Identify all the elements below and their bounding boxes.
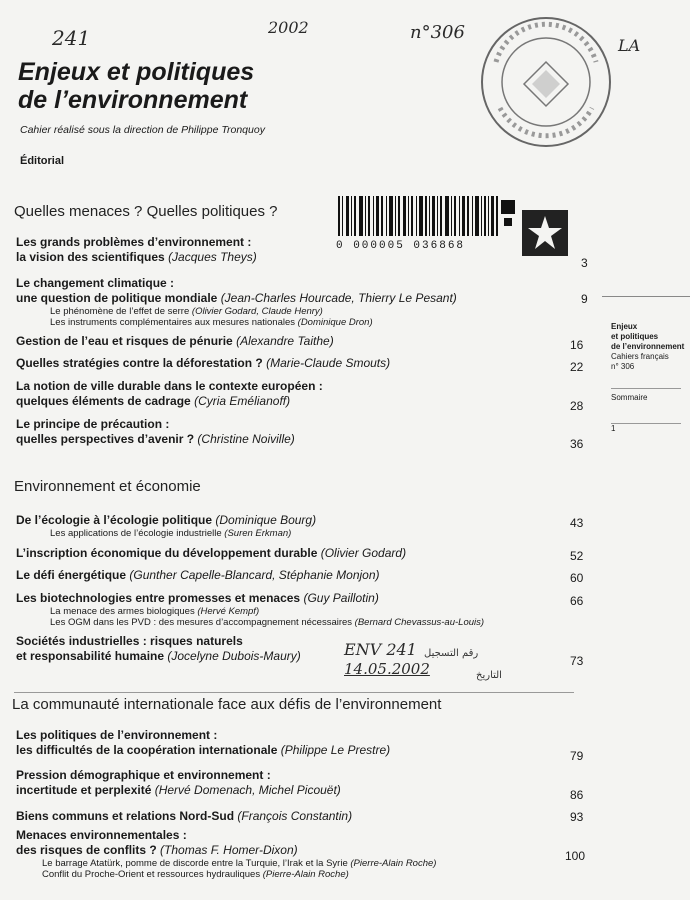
- sub-entry: [16, 606, 586, 617]
- sidebar-line-7: 1: [611, 424, 616, 433]
- sub-entry-text: Le phénomène de l’effet de serre: [50, 306, 190, 317]
- handwritten-code: LA: [618, 36, 641, 55]
- entry-author: (Cyria Emélianoff): [194, 394, 291, 408]
- toc-entry: [16, 513, 586, 539]
- section-heading: Quelles menaces ? Quelles politiques ?: [14, 203, 278, 220]
- toc-entry: [16, 379, 586, 409]
- sub-entry-author: (Pierre-Alain Roche): [350, 858, 437, 869]
- entry-title: quelques éléments de cadrage: [16, 394, 191, 408]
- toc-entry: [16, 356, 586, 371]
- entry-author: (Thomas F. Homer-Dixon): [160, 843, 298, 857]
- toc-entry: [16, 568, 586, 583]
- sidebar-line-5: n° 306: [611, 362, 635, 371]
- sub-entry-text: Le barrage Atatürk, pomme de discorde entre la Turquie, l’Irak et la Syrie: [42, 858, 348, 869]
- entry-title: Les politiques de l’environnement :: [16, 728, 218, 742]
- entry-title: quelles perspectives d’avenir ?: [16, 432, 195, 446]
- entry-author: (Christine Noiville): [197, 432, 295, 446]
- entry-title: Le principe de précaution :: [16, 417, 170, 431]
- entry-title: Biens communs et relations Nord-Sud: [16, 809, 235, 823]
- entry-title: Quelles stratégies contre la déforestation ?: [16, 356, 263, 370]
- register-value: ENV 241: [344, 640, 417, 659]
- subtitle: Cahier réalisé sous la direction de Philippe Tronquoy: [20, 124, 265, 136]
- toc-entry: [16, 417, 586, 447]
- sub-entry: [16, 617, 586, 628]
- sidebar-line-6: Sommaire: [611, 393, 648, 402]
- entry-author: (Jocelyne Dubois-Maury): [167, 649, 301, 663]
- register-label: رقم التسجيل: [424, 648, 479, 659]
- toc-entry: [16, 809, 586, 824]
- handwritten-number: 241: [52, 26, 91, 50]
- sub-entry-text: Les applications de l’écologie industrielle: [50, 528, 222, 539]
- entry-title: Le changement climatique :: [16, 276, 175, 290]
- entry-author: (Alexandre Taithe): [236, 334, 334, 348]
- sub-entry: [16, 306, 586, 317]
- entry-title: La notion de ville durable dans le contexte européen :: [16, 379, 323, 393]
- entry-title: Gestion de l’eau et risques de pénurie: [16, 334, 233, 348]
- handwritten-year: 2002: [268, 18, 309, 37]
- page-number: 86: [570, 788, 584, 802]
- sidebar-divider: [611, 403, 681, 424]
- sub-entry: [16, 869, 586, 880]
- entry-author: (Guy Paillotin): [303, 591, 379, 605]
- entry-author: (Marie-Claude Smouts): [266, 356, 391, 370]
- entry-title: Les biotechnologies entre promesses et menaces: [16, 591, 301, 605]
- sidebar-line-4: Cahiers français: [611, 352, 669, 361]
- date-value: 14.05.2002: [344, 660, 430, 678]
- entry-title: la vision des scientifiques: [16, 250, 165, 264]
- entry-author: (Jacques Theys): [168, 250, 257, 264]
- page-number: 3: [581, 256, 588, 270]
- page-number: 43: [570, 516, 584, 530]
- barcode: [338, 196, 518, 236]
- page-number: 60: [570, 571, 584, 585]
- entry-title: et responsabilité humaine: [16, 649, 165, 663]
- section-divider: [14, 692, 574, 693]
- section-heading: La communauté internationale face aux défis de l’environnement: [12, 696, 442, 713]
- entry-title: De l’écologie à l’écologie politique: [16, 513, 213, 527]
- entry-title: les difficultés de la coopération internationale: [16, 743, 278, 757]
- sub-entry-author: (Dominique Dron): [297, 317, 373, 328]
- page-number: 36: [570, 437, 584, 451]
- page-number: 73: [570, 654, 584, 668]
- handwritten-issue: n°306: [410, 22, 465, 43]
- date-label: التاريخ: [476, 670, 502, 681]
- toc-entry: [16, 235, 586, 265]
- page-number: 79: [570, 749, 584, 763]
- page-number: 52: [570, 549, 584, 563]
- barcode-number: 0 000005 036868: [336, 240, 466, 252]
- entry-author: (Hervé Domenach, Michel Picouët): [154, 783, 341, 797]
- sub-entry-text: Les OGM dans les PVD : des mesures d’accompagnement nécessaires: [50, 617, 353, 628]
- entry-title: Le défi énergétique: [16, 568, 127, 582]
- toc-entry: [16, 546, 586, 561]
- sub-entry: [16, 528, 586, 539]
- toc-entry: [16, 768, 586, 798]
- sidebar-rule: [602, 296, 690, 297]
- title-line-2: de l’environnement: [18, 86, 248, 114]
- sub-entry-author: (Bernard Chevassus-au-Louis): [354, 617, 485, 628]
- editorial-label: Éditorial: [20, 155, 65, 167]
- sidebar-line-1: Enjeux: [611, 322, 638, 331]
- entry-author: (Gunther Capelle-Blancard, Stéphanie Monjon): [129, 568, 380, 582]
- sub-entry-author: (Hervé Kempf): [197, 606, 260, 617]
- page-number: 100: [565, 849, 586, 863]
- entry-title: L’inscription économique du développement durable: [16, 546, 318, 560]
- sidebar-line-3: de l’environnement: [611, 342, 685, 351]
- entry-author: (Philippe Le Prestre): [280, 743, 391, 757]
- entry-author: (François Constantin): [237, 809, 353, 823]
- entry-title: Pression démographique et environnement :: [16, 768, 271, 782]
- sub-entry-text: Les instruments complémentaires aux mesures nationales: [50, 317, 296, 328]
- entry-title: des risques de conflits ?: [16, 843, 157, 857]
- toc-entry: [16, 591, 586, 628]
- sidebar: [611, 322, 690, 434]
- toc-entry: [16, 334, 586, 349]
- sub-entry: [16, 317, 586, 328]
- entry-author: (Dominique Bourg): [215, 513, 317, 527]
- sub-entry-author: (Pierre-Alain Roche): [262, 869, 349, 880]
- page-number: 28: [570, 399, 584, 413]
- page-number: 22: [570, 360, 584, 374]
- sidebar-divider: [611, 372, 681, 389]
- toc-entry: [16, 634, 586, 664]
- sub-entry: [16, 858, 586, 869]
- entry-author: (Jean-Charles Hourcade, Thierry Le Pesant): [220, 291, 457, 305]
- page-number: 93: [570, 810, 584, 824]
- sidebar-line-2: et politiques: [611, 332, 659, 341]
- section-heading: Environnement et économie: [14, 478, 201, 495]
- sub-entry-author: (Olivier Godard, Claude Henry): [191, 306, 323, 317]
- toc-entry: [16, 728, 586, 758]
- page-number: 66: [570, 594, 584, 608]
- page-number: 16: [570, 338, 584, 352]
- entry-author: (Olivier Godard): [320, 546, 407, 560]
- toc-entry: [16, 276, 586, 328]
- library-seal: [476, 12, 616, 152]
- sub-entry-author: (Suren Erkman): [224, 528, 292, 539]
- entry-title: Sociétés industrielles : risques naturels: [16, 634, 243, 648]
- sub-entry-text: Conflit du Proche-Orient et ressources hydrauliques: [42, 869, 261, 880]
- entry-title: une question de politique mondiale: [16, 291, 218, 305]
- entry-title: incertitude et perplexité: [16, 783, 152, 797]
- sub-entry-text: La menace des armes biologiques: [50, 606, 195, 617]
- page-number: 9: [581, 292, 588, 306]
- entry-title: Menaces environnementales :: [16, 828, 187, 842]
- toc-entry: [16, 828, 586, 880]
- title-line-1: Enjeux et politiques: [18, 58, 255, 86]
- entry-title: Les grands problèmes d’environnement :: [16, 235, 252, 249]
- page-title: [18, 58, 254, 114]
